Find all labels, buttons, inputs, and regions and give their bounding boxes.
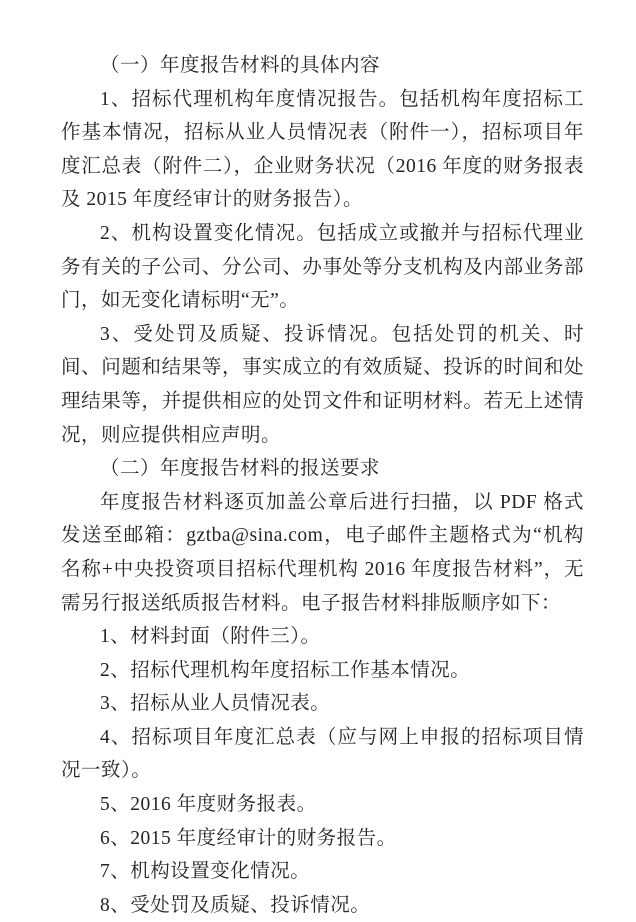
order-list-item-5: 5、2016 年度财务报表。 (100, 794, 317, 816)
section-2-intro: 年度报告材料逐页加盖公章后进行扫描，以 PDF 格式发送至邮箱：gztba@sina.com，电子邮件主题格式为“机构名称+中央投资项目招标代理机构 2016 年度报告材料”，无需另行报送纸质报告材料。电子报告材料排版顺序如下： (61, 491, 584, 614)
order-list-item-6: 6、2015 年度经审计的财务报告。 (100, 827, 397, 849)
order-list-item-4: 4、招标项目年度汇总表（应与网上申报的招标项目情况一致）。 (61, 726, 584, 782)
section-1-item-3: 3、受处罚及质疑、投诉情况。包括处罚的机关、时间、问题和结果等，事实成立的有效质疑、投诉的时间和处理结果等，并提供相应的处罚文件和证明材料。若无上述情况，则应提供相应声明。 (61, 323, 584, 446)
section-1-item-1: 1、招标代理机构年度情况报告。包括机构年度招标工作基本情况，招标从业人员情况表（附件一），招标项目年度汇总表（附件二），企业财务状况（2016 年度的财务报表及 2015 年度经审计的财务报告）。 (61, 88, 584, 211)
order-list-item-3: 3、招标从业人员情况表。 (100, 693, 331, 715)
section-1-item-2: 2、机构设置变化情况。包括成立或撤并与招标代理业务有关的子公司、分公司、办事处等分支机构及内部业务部门，如无变化请标明“无”。 (61, 222, 584, 312)
section-1-heading: （一）年度报告材料的具体内容 (100, 55, 381, 76)
order-list-item-2: 2、招标代理机构年度招标工作基本情况。 (100, 659, 471, 681)
order-list-item-7: 7、机构设置变化情况。 (100, 861, 311, 883)
order-list-item-8: 8、受处罚及质疑、投诉情况。 (100, 894, 371, 916)
order-list-item-1: 1、材料封面（附件三）。 (100, 626, 321, 648)
section-2-heading: （二）年度报告材料的报送要求 (100, 458, 381, 480)
